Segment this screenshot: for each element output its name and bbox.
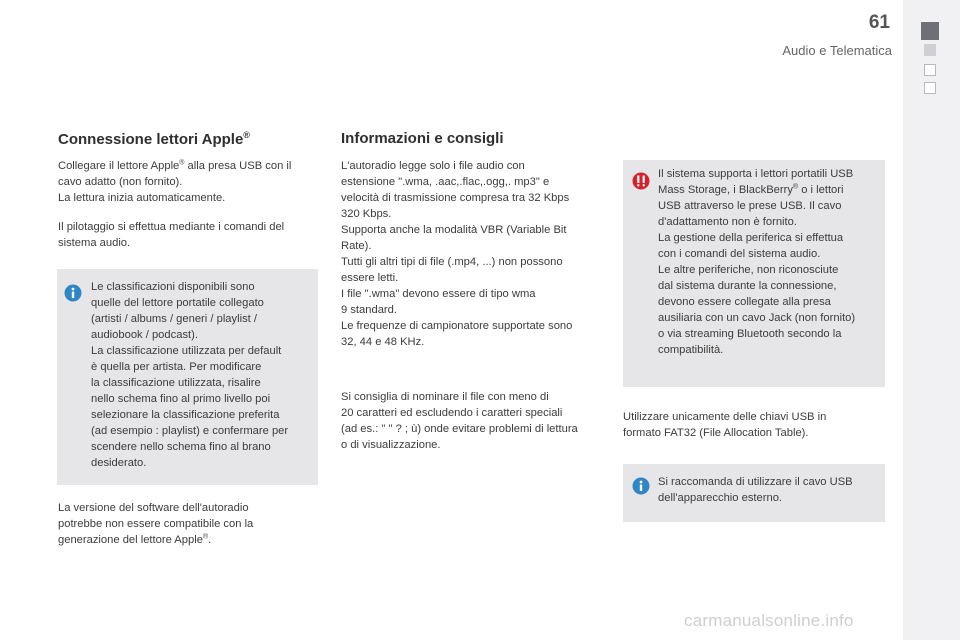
side-strip — [903, 0, 960, 640]
informazioni-heading: Informazioni e consigli — [341, 130, 504, 147]
watermark: carmanualsonline.info — [684, 611, 854, 630]
middle-para-1: L'autoradio legge solo i file audio con estensione ".wma, .aac,.flac,.ogg,. mp3" e velocità di trasmissione compresa tra 32 Kbps 320 Kbps. Supporta anche la modalità VBR (Variable Bit Rate). Tutti gli altri tipi di file (.mp4, ...) non possono essere letti. I file ".wma" devono essere di tipo wma 9 standard. Le frequenze di campionatore supportate sono 32, 44 e 48 KHz. — [341, 160, 573, 348]
side-tab-current[interactable] — [924, 44, 936, 56]
left-para-3-a: La versione del software dell'autoradio potrebbe non essere compatibile con la generazione del lettore Apple — [58, 502, 254, 546]
page-number: 61 — [868, 12, 890, 33]
registered-mark: ® — [792, 183, 799, 191]
section-title: Audio e Telematica — [782, 43, 892, 58]
right-warning-text-a: Il sistema supporta i lettori portatili USB Mass Storage, i BlackBerry — [658, 168, 854, 196]
registered-mark: ® — [179, 159, 185, 167]
left-para-1 — [58, 158, 323, 206]
connessione-heading — [58, 130, 250, 148]
connessione-heading-text: Connessione lettori Apple — [58, 131, 244, 148]
left-para-2: Il pilotaggio si effettua mediante i comandi del sistema audio. — [58, 221, 285, 249]
middle-para-2: Si consiglia di nominare il file con meno di 20 caratteri ed escludendo i caratteri speciali (ad es.: " " ? ; ù) onde evitare problemi di lettura o di visualizzazione. — [341, 391, 578, 451]
warning-icon — [632, 172, 650, 190]
left-para-3 — [58, 500, 323, 548]
side-tab-active[interactable] — [921, 22, 939, 40]
side-tab-3[interactable] — [924, 82, 936, 94]
left-para-3-b: . — [208, 534, 212, 546]
registered-mark: ® — [202, 533, 209, 541]
left-para-1-b: alla presa USB con il cavo adatto (non fornito). La lettura inizia automaticamente. — [58, 160, 292, 204]
info-icon — [632, 477, 650, 495]
info-icon — [64, 284, 82, 302]
right-warning-text — [658, 166, 886, 358]
side-tab-2[interactable] — [924, 64, 936, 76]
left-info-box-text: Le classificazioni disponibili sono quelle del lettore portatile collegato (artisti / albums / generi / playlist / audiobook / podcast). La classificazione utilizzata per default è quella per artista. Per modificare la classificazione utilizzata, risalire nello schema fino al primo livello poi selezionare la classificazione preferita (ad esempio : playlist) e confermare per scendere nello schema fino al brano desiderato. — [91, 281, 289, 469]
registered-mark: ® — [243, 130, 250, 140]
right-info-box-text: Si raccomanda di utilizzare il cavo USB dell'apparecchio esterno. — [658, 476, 853, 504]
left-para-1-a: Collegare il lettore Apple — [58, 160, 180, 172]
right-warning-text-b: o i lettori USB attraverso le prese USB. Il cavo d'adattamento non è fornito. La gestione della periferica si effettua con i comandi del sistema audio. Le altre periferiche, non riconosciute dal sistema durante la connessione, devono essere collegate alla presa ausiliaria con un cavo Jack (non fornito) o via streaming Bluetooth secondo la compatibilità. — [658, 184, 856, 356]
right-para-1: Utilizzare unicamente delle chiavi USB in formato FAT32 (File Allocation Table). — [623, 411, 827, 439]
